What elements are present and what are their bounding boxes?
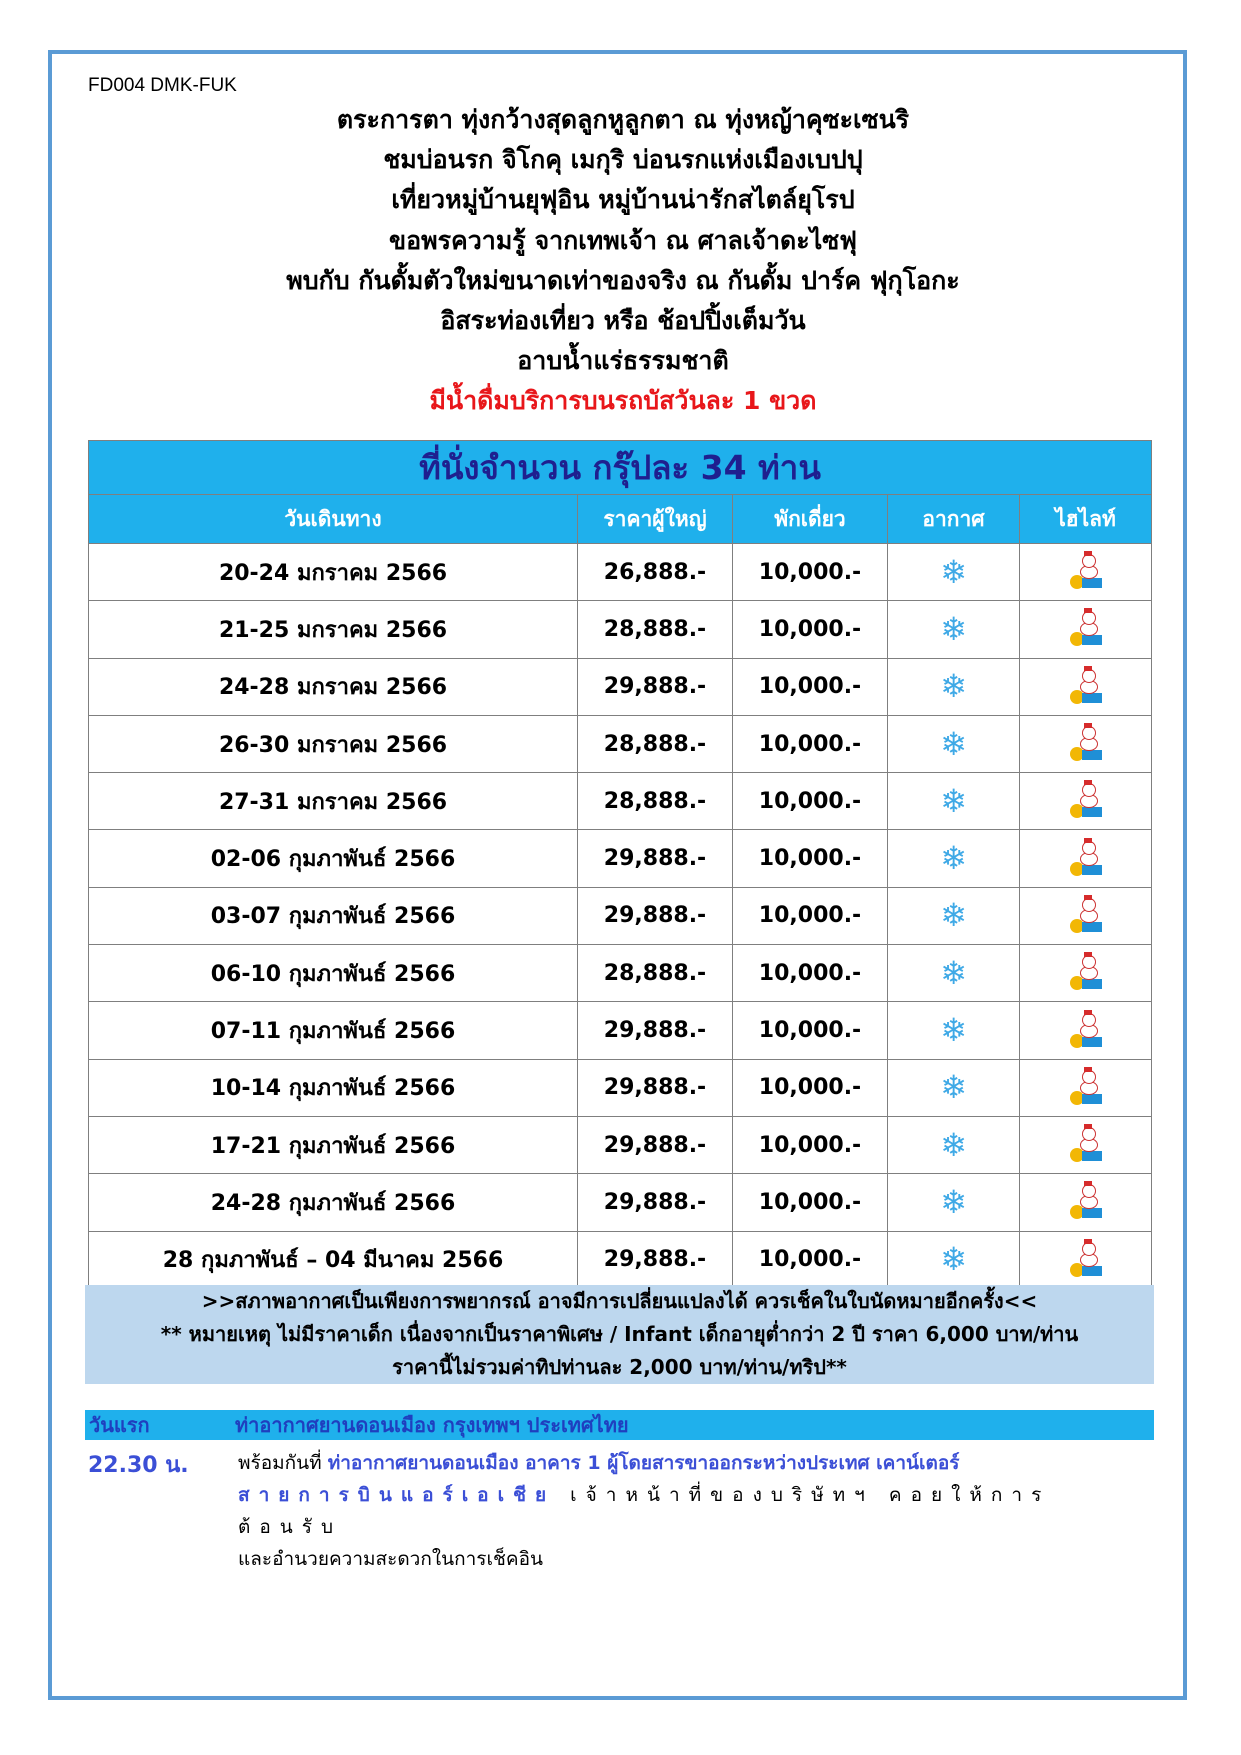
table-row <box>89 1116 1152 1173</box>
itinerary-text-5: และอำนวยความสะดวกในการเช็คอิน <box>238 1548 543 1570</box>
row-date: 24-28 มกราคม 2566 <box>89 658 578 715</box>
row-adult-price: 29,888.- <box>578 887 733 944</box>
row-weather <box>888 1059 1020 1116</box>
itinerary-time: 22.30 น. <box>88 1453 189 1478</box>
snowman-highlight-icon <box>1068 1069 1104 1107</box>
itinerary-text-4: เจ้าหน้าที่ของบริษัทฯ คอยให้การต้อนรับ <box>238 1484 1051 1538</box>
snowman-highlight-icon <box>1068 668 1104 706</box>
snowflake-icon: ❄ <box>940 667 967 706</box>
row-weather <box>888 1174 1020 1231</box>
headline-1: ตระการตา ทุ่งกว้างสุดลูกหูลูกตา ณ ทุ่งหญ้าคุซะเซนริ <box>336 105 910 134</box>
row-single-price: 10,000.- <box>733 830 888 887</box>
row-highlight <box>1020 544 1152 601</box>
row-weather <box>888 1231 1020 1288</box>
table-row <box>89 773 1152 830</box>
snowman-highlight-icon <box>1068 1012 1104 1050</box>
snowman-highlight-icon <box>1068 840 1104 878</box>
itinerary-airline: สายการบินแอร์เอเชีย <box>238 1484 556 1506</box>
row-single-price: 10,000.- <box>733 715 888 772</box>
snowman-highlight-icon <box>1068 725 1104 763</box>
price-table-container <box>88 440 1151 1289</box>
row-single-price: 10,000.- <box>733 1059 888 1116</box>
headline-7: อาบน้ำแร่ธรรมชาติ <box>517 346 729 376</box>
row-adult-price: 29,888.- <box>578 658 733 715</box>
row-single-price: 10,000.- <box>733 1174 888 1231</box>
row-highlight <box>1020 1174 1152 1231</box>
column-header-weather: อากาศ <box>888 495 1020 544</box>
snowman-highlight-icon <box>1068 1126 1104 1164</box>
row-date: 20-24 มกราคม 2566 <box>89 544 578 601</box>
row-highlight <box>1020 945 1152 1002</box>
row-single-price: 10,000.- <box>733 1231 888 1288</box>
headline-block <box>88 100 1158 422</box>
day-label: วันแรก <box>89 1413 150 1437</box>
row-weather <box>888 887 1020 944</box>
child-price-note: ** หมายเหตุ ไม่มีราคาเด็ก เนื่องจากเป็นราคาพิเศษ / Infant เด็กอายุต่ำกว่า 2 ปี ราคา 6,000 บาท/ท่าน <box>160 1322 1079 1346</box>
row-date: 26-30 มกราคม 2566 <box>89 715 578 772</box>
table-row <box>89 601 1152 658</box>
table-row <box>89 887 1152 944</box>
table-row <box>89 544 1152 601</box>
row-weather <box>888 773 1020 830</box>
snowman-highlight-icon <box>1068 1183 1104 1221</box>
row-date: 07-11 กุมภาพันธ์ 2566 <box>89 1002 578 1059</box>
snowman-highlight-icon <box>1068 897 1104 935</box>
snowflake-icon: ❄ <box>940 609 967 648</box>
table-row <box>89 830 1152 887</box>
row-adult-price: 28,888.- <box>578 601 733 658</box>
snowman-highlight-icon <box>1068 553 1104 591</box>
row-adult-price: 29,888.- <box>578 1231 733 1288</box>
row-highlight <box>1020 658 1152 715</box>
row-weather <box>888 715 1020 772</box>
row-adult-price: 29,888.- <box>578 1116 733 1173</box>
row-weather <box>888 1116 1020 1173</box>
row-weather <box>888 544 1020 601</box>
row-date: 21-25 มกราคม 2566 <box>89 601 578 658</box>
table-title: ที่นั่งจำนวน กรุ๊ปละ 34 ท่าน <box>89 441 1152 495</box>
table-body <box>89 544 1152 1289</box>
row-date: 28 กุมภาพันธ์ – 04 มีนาคม 2566 <box>89 1231 578 1288</box>
itinerary-airport: ท่าอากาศยานดอนเมือง อาคาร 1 ผู้โดยสารขาออกระหว่างประเทศ เคาน์เตอร์ <box>327 1452 960 1474</box>
day-header <box>85 1410 1154 1440</box>
table-row <box>89 1002 1152 1059</box>
row-highlight <box>1020 830 1152 887</box>
row-weather <box>888 658 1020 715</box>
headline-2: ชมบ่อนรก จิโกคุ เมกุริ บ่อนรกแห่งเมืองเบปปุ <box>383 145 863 175</box>
document-code: FD004 DMK-FUK <box>88 75 237 96</box>
price-table <box>88 440 1152 1289</box>
row-highlight <box>1020 1116 1152 1173</box>
column-header-date: วันเดินทาง <box>89 495 578 544</box>
column-header-highlight: ไฮไลท์ <box>1020 495 1152 544</box>
snowflake-icon: ❄ <box>940 724 967 763</box>
column-header-adult-price: ราคาผู้ใหญ่ <box>578 495 733 544</box>
row-date: 27-31 มกราคม 2566 <box>89 773 578 830</box>
row-highlight <box>1020 601 1152 658</box>
row-adult-price: 29,888.- <box>578 1002 733 1059</box>
row-highlight <box>1020 715 1152 772</box>
row-weather <box>888 1002 1020 1059</box>
snowflake-icon: ❄ <box>940 1125 967 1164</box>
row-adult-price: 26,888.- <box>578 544 733 601</box>
row-adult-price: 28,888.- <box>578 715 733 772</box>
itinerary-text <box>238 1447 1148 1575</box>
table-row <box>89 1059 1152 1116</box>
row-adult-price: 29,888.- <box>578 1174 733 1231</box>
column-header-single-room: พักเดี่ยว <box>733 495 888 544</box>
table-row <box>89 1231 1152 1288</box>
itinerary-text-1: พร้อมกันที่ <box>238 1452 328 1474</box>
row-weather <box>888 945 1020 1002</box>
snowflake-icon: ❄ <box>940 839 967 878</box>
row-weather <box>888 601 1020 658</box>
weather-disclaimer: >>สภาพอากาศเป็นเพียงการพยากรณ์ อาจมีการเปลี่ยนแปลงได้ ควรเช็คในใบนัดหมายอีกครั้ง<< <box>201 1289 1038 1313</box>
table-row <box>89 1174 1152 1231</box>
table-row <box>89 658 1152 715</box>
snowflake-icon: ❄ <box>940 552 967 591</box>
row-date: 03-07 กุมภาพันธ์ 2566 <box>89 887 578 944</box>
snowflake-icon: ❄ <box>940 1182 967 1221</box>
row-adult-price: 28,888.- <box>578 945 733 1002</box>
row-single-price: 10,000.- <box>733 945 888 1002</box>
day-title: ท่าอากาศยานดอนเมือง กรุงเทพฯ ประเทศไทย <box>235 1413 629 1437</box>
row-adult-price: 29,888.- <box>578 830 733 887</box>
row-date: 24-28 กุมภาพันธ์ 2566 <box>89 1174 578 1231</box>
snowflake-icon: ❄ <box>940 953 967 992</box>
row-single-price: 10,000.- <box>733 887 888 944</box>
row-adult-price: 28,888.- <box>578 773 733 830</box>
snowman-highlight-icon <box>1068 782 1104 820</box>
row-adult-price: 29,888.- <box>578 1059 733 1116</box>
row-single-price: 10,000.- <box>733 658 888 715</box>
row-highlight <box>1020 1231 1152 1288</box>
row-single-price: 10,000.- <box>733 601 888 658</box>
headline-water-note: มีน้ำดื่มบริการบนรถบัสวันละ 1 ขวด <box>429 386 817 416</box>
row-date: 06-10 กุมภาพันธ์ 2566 <box>89 945 578 1002</box>
row-single-price: 10,000.- <box>733 1116 888 1173</box>
row-highlight <box>1020 773 1152 830</box>
table-row <box>89 945 1152 1002</box>
tip-note: ราคานี้ไม่รวมค่าทิปท่านละ 2,000 บาท/ท่าน/ทริป** <box>392 1355 847 1379</box>
row-highlight <box>1020 1059 1152 1116</box>
snowman-highlight-icon <box>1068 1241 1104 1279</box>
snowflake-icon: ❄ <box>940 1240 967 1279</box>
headline-6: อิสระท่องเที่ยว หรือ ช้อปปิ้งเต็มวัน <box>440 305 806 335</box>
headline-4: ขอพรความรู้ จากเทพเจ้า ณ ศาลเจ้าดะไซฟุ <box>389 225 857 255</box>
notes-box <box>85 1285 1154 1384</box>
table-row <box>89 715 1152 772</box>
row-date: 10-14 กุมภาพันธ์ 2566 <box>89 1059 578 1116</box>
row-single-price: 10,000.- <box>733 773 888 830</box>
row-weather <box>888 830 1020 887</box>
snowman-highlight-icon <box>1068 954 1104 992</box>
headline-5: พบกับ กันดั้มตัวใหม่ขนาดเท่าของจริง ณ กันดั้ม ปาร์ค ฟุกุโอกะ <box>286 265 960 295</box>
row-highlight <box>1020 887 1152 944</box>
snowflake-icon: ❄ <box>940 1068 967 1107</box>
row-date: 02-06 กุมภาพันธ์ 2566 <box>89 830 578 887</box>
row-single-price: 10,000.- <box>733 1002 888 1059</box>
row-highlight <box>1020 1002 1152 1059</box>
row-date: 17-21 กุมภาพันธ์ 2566 <box>89 1116 578 1173</box>
snowflake-icon: ❄ <box>940 781 967 820</box>
row-single-price: 10,000.- <box>733 544 888 601</box>
snowflake-icon: ❄ <box>940 1011 967 1050</box>
snowman-highlight-icon <box>1068 610 1104 648</box>
headline-3: เที่ยวหมู่บ้านยุฟุอิน หมู่บ้านน่ารักสไตล์ยุโรป <box>391 185 855 215</box>
snowflake-icon: ❄ <box>940 896 967 935</box>
